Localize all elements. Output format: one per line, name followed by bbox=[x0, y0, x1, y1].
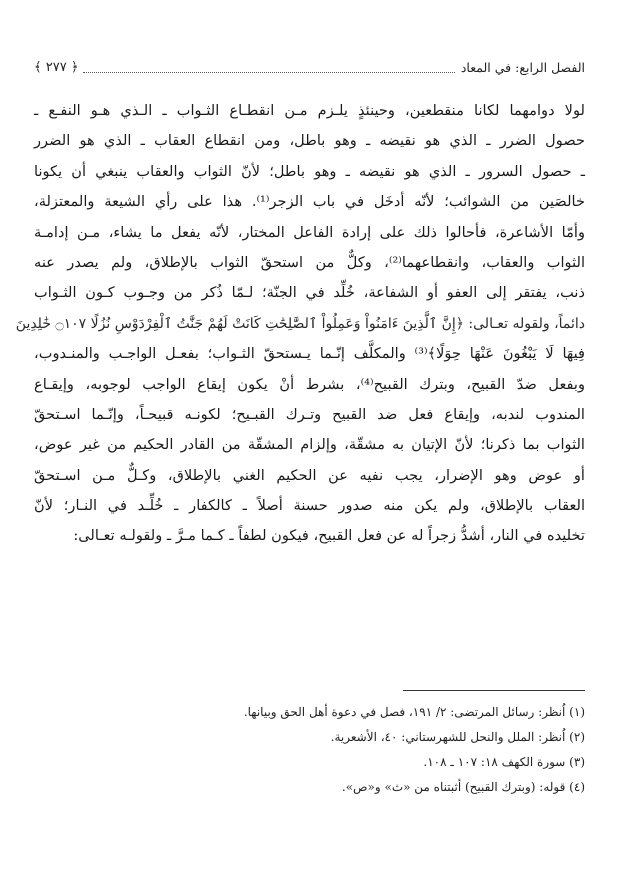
text-line: فِيهَا لَا يَبْغُونَ عَنْهَا حِوَلًا﴾⁽³⁾ والمكلَّف إنّـما يـستحقّ الثـواب؛ بفعـل الواجـب والمنـدوب، bbox=[34, 345, 585, 363]
footnote: (٣) سورة الكهف ١٨: ١٠٧ ـ ١٠٨. bbox=[423, 755, 585, 769]
running-header bbox=[34, 56, 585, 78]
page-number: ﴿ ٢٧٧ ﴾ bbox=[34, 59, 79, 75]
footnote: (١) اُنظر: رسائل المرتضى: ٢/ ١٩١، فصل في دعوة أهل الحق وبيانها. bbox=[243, 705, 585, 719]
chapter-title: الفصل الرابع: في المعاد bbox=[460, 59, 585, 75]
text-line: العقاب بالإطلاق، ولم يكن منه صدور حسنة أصلاً ـ كالكفار ـ خُلِّـد في النـار؛ لأنّ bbox=[34, 497, 585, 515]
footnote-separator bbox=[403, 690, 585, 691]
footnote: (٢) اُنظر: الملل والنحل للشهرستاني: ٤٠، الأشعرية. bbox=[330, 730, 585, 744]
text-line: أو عوض وهو الإضرار، يجب نفيه عن الحكيم الغني بالإطلاق، وكـلٌّ مـن اسـتحقّ bbox=[34, 466, 585, 484]
footnote: (٤) قوله: (وبترك القبيح) أثبتناه من «ث» و«ص». bbox=[341, 780, 585, 794]
main-text bbox=[15, 96, 585, 552]
text-line: ذنب، يفتقر إلى العفو أو الشفاعة، خُلِّد في الجنّة؛ لـمّا ذُكر من وجـوب كـون الثـواب bbox=[34, 284, 585, 302]
text-line: المندوب لندبه، وإيقاع فعل ضد القبيح وتـرك القبـيح؛ لكونـه قبيحـاً، وإنّـما اسـتحقّ bbox=[34, 405, 585, 423]
text-line: الثواب بما ذكرنا؛ لأنّ الإتيان به مشقّة، وإلزام المشقّة من القادر الحكيم من غير عوض، bbox=[34, 436, 585, 454]
text-line: خالصَين من الشوائب؛ لأنّه أدخَل في باب الزجر⁽¹⁾. هذا على رأي الشيعة والمعتزلة، bbox=[34, 193, 585, 211]
text-line: وبفعل ضدّ القبيح، وبترك القبيح⁽⁴⁾، بشرط أنْ يكون إيقاع الواجب لوجوبه، وإيقـاع bbox=[34, 375, 585, 393]
text-line: ـ حصول السرور ـ الذي هو نقيضه ـ وهو باطل؛ لأنّ الثواب والعقاب ينبغي أن يكونا bbox=[34, 162, 585, 180]
text-line: وأمّا الأشاعرة، فأحالوا ذلك على إرادة الفاعل المختار، لأنّه يفعل ما يشاء، مـن إدامـة bbox=[34, 223, 585, 241]
header-dotted-leader bbox=[83, 62, 454, 73]
text-line: حصول الضرر ـ الذي هو نقيضه ـ وهو باطل، ومن انقطاع العقاب ـ الذي هو الضرر bbox=[34, 132, 585, 150]
text-line-quran: دائماً، ولقوله تعـالى: ﴿إِنَّ ٱلَّذِينَ ءَامَنُواْ وَعَمِلُواْ ٱلصَّٰلِحَٰتِ كَانَتْ لَهُمْ جَنَّٰتُ ٱلْفِرْدَوْسِ نُزُلًا ۝١٠٧ خَٰلِدِينَ bbox=[15, 315, 585, 332]
footnotes bbox=[34, 700, 585, 800]
text-line: تخليده في النار، أشدُّ زجراً له عن فعل القبيح، فيكون لطفاً ـ كـما مـرَّ ـ ولقولـه تعـالى: bbox=[73, 527, 585, 545]
text-line: لولا دوامهما لكانا منقطعين، وحينئذٍ يلـزم مـن انقطـاع الثـواب ـ الـذي هـو النفـع ـ bbox=[34, 102, 585, 119]
text-line: الثواب والعقاب، وانقطاعهما⁽²⁾، وكلٌّ من استحقّ الثواب بالإطلاق، ولم يصدر عنه bbox=[34, 253, 585, 271]
